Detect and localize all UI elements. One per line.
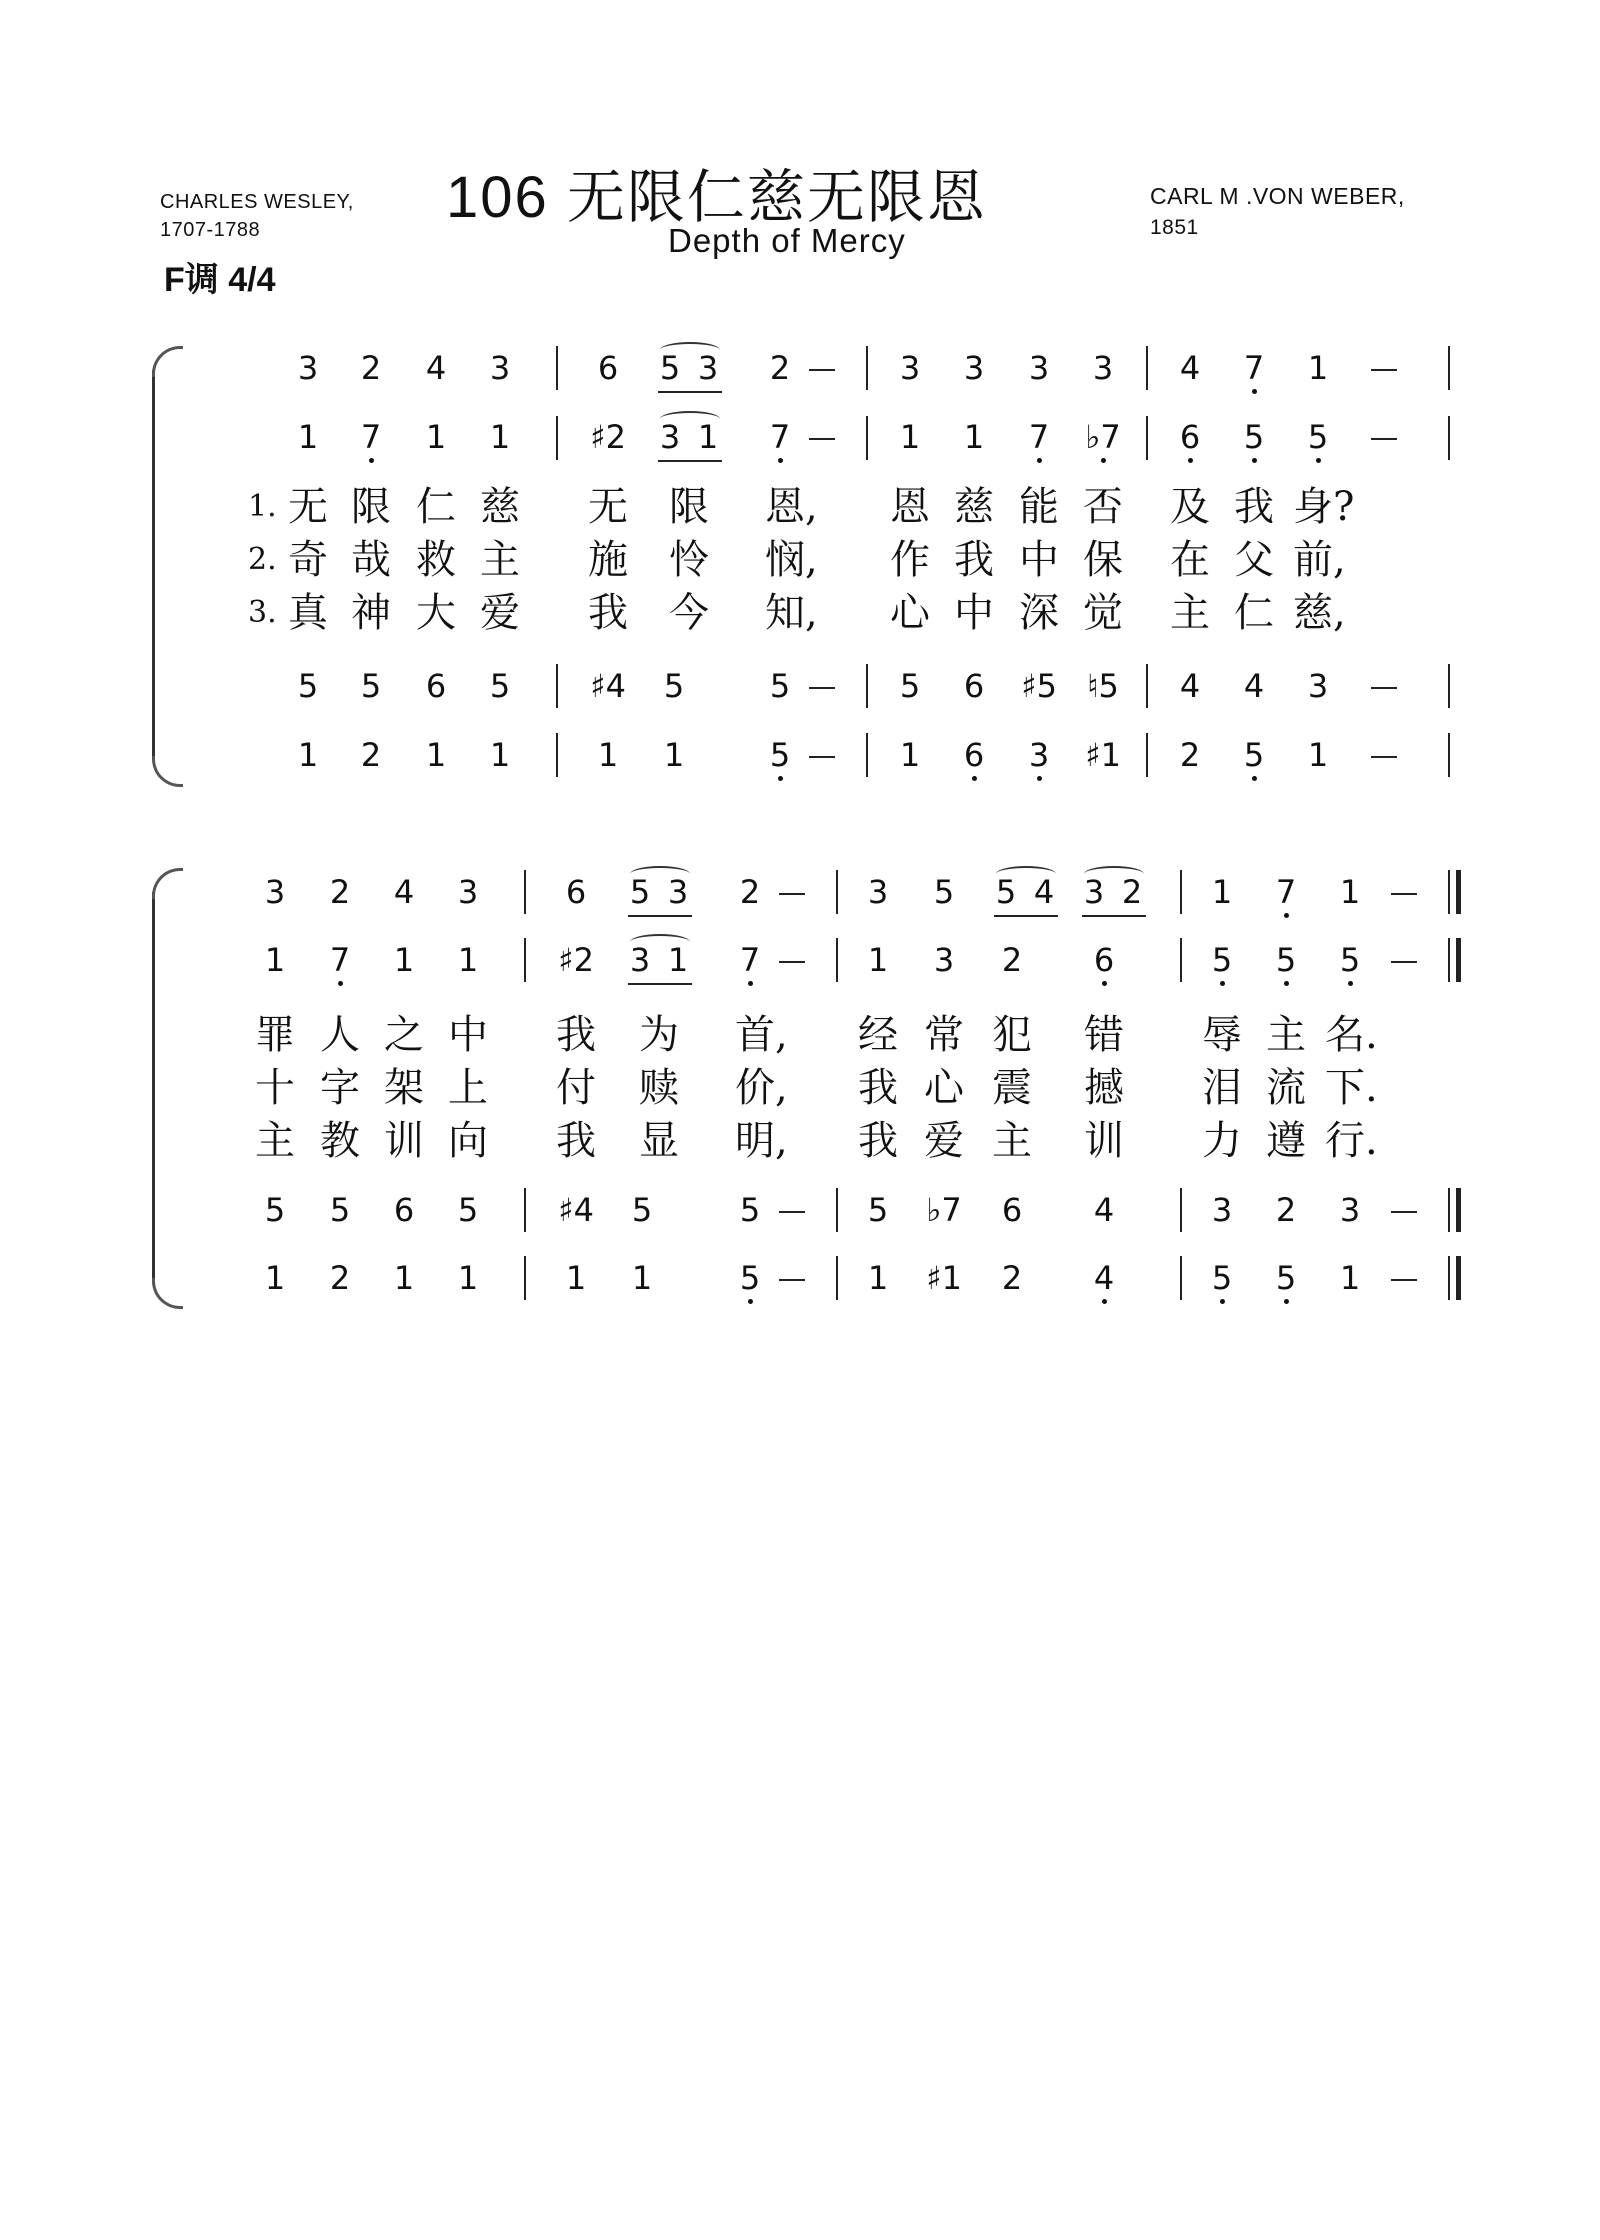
note: 1: [663, 736, 685, 774]
barline: [1448, 664, 1450, 708]
lyric-char: 之: [384, 1012, 424, 1058]
note: 5: [631, 1191, 653, 1229]
note: ♯1: [1085, 736, 1121, 774]
key-signature: F调 4/4: [164, 261, 276, 299]
lyric-char: 显: [639, 1118, 679, 1164]
note: 2: [360, 349, 382, 387]
hold-dash: [1391, 893, 1417, 895]
note: 1: [867, 941, 889, 979]
lyric-char: 下.: [1325, 1065, 1378, 1111]
lyric-char: 能: [1019, 484, 1059, 530]
note: 5: [264, 1191, 286, 1229]
hymn-title: 106 无限仁慈无限恩: [446, 165, 987, 230]
note: 5: [360, 667, 382, 705]
note: 1: [899, 418, 921, 456]
note-low: 4: [1084, 1258, 1124, 1298]
lyric-char: 奇: [288, 537, 328, 583]
hold-dash: [779, 961, 805, 963]
composer-year: 1851: [1150, 216, 1199, 239]
note-low: 6: [1170, 417, 1210, 457]
note: 1: [393, 941, 415, 979]
lyric-char: 我: [556, 1012, 596, 1058]
note-low: ♭7: [1083, 417, 1123, 457]
lyric-char: 救: [416, 537, 456, 583]
lyricist-years: 1707-1788: [160, 219, 261, 241]
note: 3: [667, 873, 689, 911]
note: 5: [659, 349, 681, 387]
note: 1: [867, 1259, 889, 1297]
note: 1: [1339, 1259, 1361, 1297]
eighth-beam: [628, 915, 692, 917]
note: 6: [963, 667, 985, 705]
lyric-char: 保: [1083, 537, 1123, 583]
note: 4: [1179, 667, 1201, 705]
hold-dash: [809, 438, 835, 440]
barline: [524, 938, 526, 982]
lyric-char: 无: [588, 484, 628, 530]
slur: [660, 342, 720, 358]
note: 3: [867, 873, 889, 911]
barline: [524, 1256, 526, 1300]
note: 3: [697, 349, 719, 387]
eighth-beam: [994, 915, 1058, 917]
barline: [836, 870, 838, 914]
lyric-char: 无: [288, 484, 328, 530]
note: ♯4: [558, 1191, 594, 1229]
barline: [866, 733, 868, 777]
note: 1: [697, 418, 719, 456]
barline: [1448, 733, 1450, 777]
hold-dash: [1391, 961, 1417, 963]
note: 2: [1001, 941, 1023, 979]
lyric-char: 主: [1266, 1012, 1306, 1058]
lyric-char: 遵: [1266, 1118, 1306, 1164]
note: 1: [1339, 873, 1361, 911]
lyric-char: 爱: [480, 590, 520, 636]
bracket-cap-bottom: [152, 1278, 183, 1309]
note: 1: [425, 418, 447, 456]
lyric-char: 训: [384, 1118, 424, 1164]
slur: [660, 411, 720, 427]
note: 1: [667, 941, 689, 979]
note: 3: [1092, 349, 1114, 387]
lyric-char: 施: [588, 537, 628, 583]
barline: [836, 938, 838, 982]
note-low: 5: [1202, 940, 1242, 980]
note: 1: [963, 418, 985, 456]
lyric-char: 主: [255, 1118, 295, 1164]
lyric-char: 经: [858, 1012, 898, 1058]
barline: [1180, 870, 1182, 914]
lyric-char: 父: [1234, 537, 1274, 583]
hold-dash: [809, 369, 835, 371]
hold-dash: [1391, 1211, 1417, 1213]
hymn-subtitle: Depth of Mercy: [668, 222, 906, 259]
note: 1: [899, 736, 921, 774]
note: 4: [1093, 1191, 1115, 1229]
lyric-char: 上: [448, 1065, 488, 1111]
barline: [866, 416, 868, 460]
lyric-char: 我: [556, 1118, 596, 1164]
lyric-char: 我: [1234, 484, 1274, 530]
lyric-char: 为: [639, 1012, 679, 1058]
note: 5: [457, 1191, 479, 1229]
note: 6: [597, 349, 619, 387]
note-low: 7: [760, 417, 800, 457]
note: 3: [963, 349, 985, 387]
lyric-char: 我: [954, 537, 994, 583]
note-low: 7: [1266, 872, 1306, 912]
lyric-char: 我: [858, 1118, 898, 1164]
note-low: 5: [760, 735, 800, 775]
lyric-char: 仁: [1234, 590, 1274, 636]
hold-dash: [779, 1211, 805, 1213]
eighth-beam: [628, 983, 692, 985]
note: 3: [1307, 667, 1329, 705]
lyric-char: 我: [588, 590, 628, 636]
lyric-char: 撼: [1084, 1065, 1124, 1111]
lyric-char: 中: [448, 1012, 488, 1058]
lyric-char: 觉: [1083, 590, 1123, 636]
note: 4: [393, 873, 415, 911]
barline: [556, 664, 558, 708]
lyric-char: 中: [954, 590, 994, 636]
barline: [866, 664, 868, 708]
note: 5: [297, 667, 319, 705]
lyric-char: 我: [858, 1065, 898, 1111]
barline: [1180, 1188, 1182, 1232]
lyric-char: 恩,: [765, 484, 818, 530]
lyricist-name: CHARLES WESLEY,: [160, 191, 354, 213]
hold-dash: [779, 1279, 805, 1281]
note: 3: [899, 349, 921, 387]
system-bracket: [152, 892, 155, 1282]
note: 1: [393, 1259, 415, 1297]
lyric-char: 限: [351, 484, 391, 530]
note-low: 5: [1234, 417, 1274, 457]
note: ♭7: [926, 1191, 962, 1229]
note: 2: [1179, 736, 1201, 774]
verse-number: 1.: [248, 489, 277, 524]
lyric-char: 泪: [1202, 1065, 1242, 1111]
lyric-char: 今: [669, 590, 709, 636]
slur: [1084, 866, 1144, 882]
barline: [556, 416, 558, 460]
lyric-char: 人: [320, 1012, 360, 1058]
note-low: 5: [1266, 1258, 1306, 1298]
final-barline-thick: [1456, 938, 1461, 982]
note: 5: [867, 1191, 889, 1229]
lyric-char: 字: [320, 1065, 360, 1111]
note: 5: [739, 1191, 761, 1229]
lyric-char: 慈: [480, 484, 520, 530]
bracket-cap-top: [152, 346, 183, 377]
note: ♯5: [1021, 667, 1057, 705]
note: ♮5: [1087, 667, 1119, 705]
lyric-char: 恩: [890, 484, 930, 530]
note: 1: [457, 1259, 479, 1297]
barline: [836, 1188, 838, 1232]
note-low: 3: [1019, 735, 1059, 775]
lyric-char: 主: [1170, 590, 1210, 636]
final-barline-thin: [1448, 870, 1450, 914]
lyric-char: 前,: [1293, 537, 1346, 583]
eighth-beam: [1082, 915, 1146, 917]
lyric-char: 教: [320, 1118, 360, 1164]
note: 1: [597, 736, 619, 774]
note: 3: [489, 349, 511, 387]
lyric-char: 仁: [416, 484, 456, 530]
note: 4: [1033, 873, 1055, 911]
hold-dash: [809, 687, 835, 689]
note: 2: [1121, 873, 1143, 911]
barline: [836, 1256, 838, 1300]
lyric-char: 慈,: [1293, 590, 1346, 636]
note: 1: [489, 736, 511, 774]
lyric-char: 力: [1202, 1118, 1242, 1164]
composer-name: CARL M .VON WEBER,: [1150, 183, 1405, 209]
final-barline-thick: [1456, 870, 1461, 914]
lyric-char: 限: [669, 484, 709, 530]
lyric-char: 爱: [924, 1118, 964, 1164]
note: 1: [1307, 349, 1329, 387]
lyric-char: 向: [448, 1118, 488, 1164]
hold-dash: [1371, 756, 1397, 758]
lyric-char: 神: [351, 590, 391, 636]
note-low: 5: [1298, 417, 1338, 457]
note-low: 7: [320, 940, 360, 980]
lyric-char: 价,: [735, 1065, 788, 1111]
note: ♯4: [590, 667, 626, 705]
note: 3: [1083, 873, 1105, 911]
lyric-char: 罪: [255, 1012, 295, 1058]
barline: [1146, 664, 1148, 708]
note: 4: [1243, 667, 1265, 705]
note: 2: [329, 1259, 351, 1297]
barline: [524, 870, 526, 914]
final-barline-thin: [1448, 938, 1450, 982]
note: 1: [565, 1259, 587, 1297]
eighth-beam: [658, 391, 722, 393]
note-low: 5: [1330, 940, 1370, 980]
barline: [1448, 416, 1450, 460]
note-low: 7: [1234, 348, 1274, 388]
note: 5: [769, 667, 791, 705]
lyric-char: 心: [890, 590, 930, 636]
barline: [1448, 346, 1450, 390]
barline: [1146, 416, 1148, 460]
lyric-char: 首,: [735, 1012, 788, 1058]
note: 1: [489, 418, 511, 456]
verse-number: 2.: [248, 542, 277, 577]
hold-dash: [1391, 1279, 1417, 1281]
lyric-char: 主: [480, 537, 520, 583]
slur: [630, 866, 690, 882]
lyric-char: 架: [384, 1065, 424, 1111]
note: 1: [1307, 736, 1329, 774]
note: 6: [1001, 1191, 1023, 1229]
barline: [556, 346, 558, 390]
hold-dash: [1371, 369, 1397, 371]
system-bracket: [152, 370, 155, 760]
note: ♯1: [926, 1259, 962, 1297]
note: 2: [739, 873, 761, 911]
note-low: 7: [351, 417, 391, 457]
bracket-cap-top: [152, 868, 183, 899]
note: 4: [1179, 349, 1201, 387]
lyric-char: 流: [1266, 1065, 1306, 1111]
note-low: 7: [730, 940, 770, 980]
slur: [996, 866, 1056, 882]
note: 5: [629, 873, 651, 911]
note: 6: [565, 873, 587, 911]
lyric-char: 赎: [639, 1065, 679, 1111]
lyric-char: 主: [992, 1118, 1032, 1164]
note: ♯2: [558, 941, 594, 979]
hold-dash: [809, 756, 835, 758]
lyric-char: 否: [1083, 484, 1123, 530]
lyric-char: 震: [992, 1065, 1032, 1111]
note: 5: [489, 667, 511, 705]
note: 3: [659, 418, 681, 456]
note: 5: [933, 873, 955, 911]
lyric-char: 行.: [1325, 1118, 1378, 1164]
note-low: 7: [1019, 417, 1059, 457]
bracket-cap-bottom: [152, 756, 183, 787]
note: 4: [425, 349, 447, 387]
note: 1: [425, 736, 447, 774]
lyric-char: 中: [1019, 537, 1059, 583]
note: 3: [629, 941, 651, 979]
hold-dash: [1371, 438, 1397, 440]
note: 1: [1211, 873, 1233, 911]
verse-number: 3.: [248, 595, 277, 630]
lyric-char: 明,: [735, 1118, 788, 1164]
lyric-char: 常: [924, 1012, 964, 1058]
lyric-char: 怜: [669, 537, 709, 583]
lyric-char: 训: [1084, 1118, 1124, 1164]
lyric-char: 错: [1084, 1012, 1124, 1058]
note: 1: [264, 1259, 286, 1297]
lyric-char: 付: [556, 1065, 596, 1111]
lyric-char: 在: [1170, 537, 1210, 583]
note: ♯2: [590, 418, 626, 456]
lyric-char: 身?: [1293, 484, 1355, 530]
barline: [1180, 1256, 1182, 1300]
note: 6: [393, 1191, 415, 1229]
note-low: 6: [954, 735, 994, 775]
lyric-char: 大: [416, 590, 456, 636]
note: 3: [297, 349, 319, 387]
lyric-char: 真: [288, 590, 328, 636]
note-low: 5: [1234, 735, 1274, 775]
note: 2: [329, 873, 351, 911]
note: 2: [360, 736, 382, 774]
lyric-char: 十: [255, 1065, 295, 1111]
hold-dash: [1371, 687, 1397, 689]
eighth-beam: [658, 460, 722, 462]
slur: [630, 934, 690, 950]
lyric-char: 及: [1170, 484, 1210, 530]
lyric-char: 作: [890, 537, 930, 583]
note: 3: [933, 941, 955, 979]
note: 3: [1339, 1191, 1361, 1229]
barline: [866, 346, 868, 390]
lyric-char: 心: [924, 1065, 964, 1111]
note: 1: [297, 736, 319, 774]
hold-dash: [779, 893, 805, 895]
note: 2: [1001, 1259, 1023, 1297]
note: 3: [264, 873, 286, 911]
note: 3: [1028, 349, 1050, 387]
final-barline-thick: [1456, 1188, 1461, 1232]
note: 1: [631, 1259, 653, 1297]
note-low: 6: [1084, 940, 1124, 980]
lyric-char: 慈: [954, 484, 994, 530]
note: 5: [899, 667, 921, 705]
final-barline-thin: [1448, 1256, 1450, 1300]
final-barline-thin: [1448, 1188, 1450, 1232]
note: 5: [329, 1191, 351, 1229]
note-low: 5: [1202, 1258, 1242, 1298]
lyric-char: 知,: [765, 590, 818, 636]
lyric-char: 深: [1019, 590, 1059, 636]
note: 2: [769, 349, 791, 387]
note: 1: [297, 418, 319, 456]
barline: [524, 1188, 526, 1232]
note-low: 5: [1266, 940, 1306, 980]
final-barline-thick: [1456, 1256, 1461, 1300]
note: 1: [457, 941, 479, 979]
lyric-char: 哉: [351, 537, 391, 583]
barline: [556, 733, 558, 777]
barline: [1146, 346, 1148, 390]
note: 5: [995, 873, 1017, 911]
barline: [1146, 733, 1148, 777]
barline: [1180, 938, 1182, 982]
note: 3: [1211, 1191, 1233, 1229]
note-low: 5: [730, 1258, 770, 1298]
note: 3: [457, 873, 479, 911]
lyric-char: 名.: [1325, 1012, 1378, 1058]
note: 5: [663, 667, 685, 705]
lyric-char: 犯: [992, 1012, 1032, 1058]
note: 1: [264, 941, 286, 979]
note: 2: [1275, 1191, 1297, 1229]
note: 6: [425, 667, 447, 705]
lyric-char: 辱: [1202, 1012, 1242, 1058]
lyric-char: 悯,: [765, 537, 818, 583]
